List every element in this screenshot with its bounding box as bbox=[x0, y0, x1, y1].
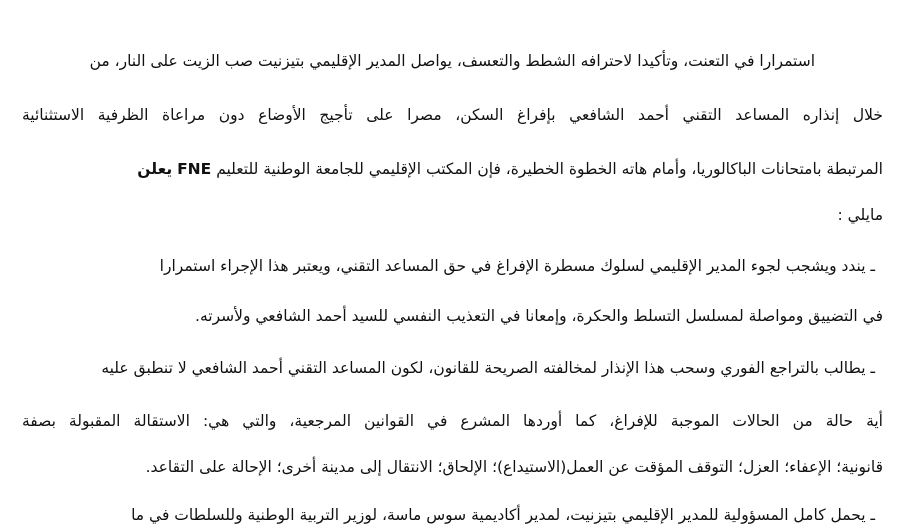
item-2-line-3: قانونية؛ الإعفاء؛ العزل؛ التوقف المؤقت عن العمل(الاستيداع)؛ الإلحاق؛ الانتقال إلى مدينة أخرى؛ الإحالة على التقاعد. bbox=[145, 458, 883, 476]
union-acronym: FNE bbox=[177, 160, 212, 178]
paragraph-1-line-4: مايلي : bbox=[837, 206, 883, 224]
paragraph-1-line-2: خلال إنذاره المساعد التقني أحمد الشافعي بإفراغ السكن، مصرا على تأجيج الأوضاع دون مراعاة الظرفية الاستثنائية bbox=[22, 106, 883, 124]
item-2-line-2: أية حالة من الحالات الموجبة للإفراغ، كما أوردها المشرع في القوانين المرجعية، والتي هي: الاستقالة المقبولة بصفة bbox=[22, 412, 883, 430]
paragraph-1-line-1: استمرارا في التعنت، وتأكيدا لاحترافه الشطط والتعسف، يواصل المدير الإقليمي بتيزنيت صب الزيت على النار، من bbox=[89, 52, 815, 70]
paragraph-1-line-3-text: المرتبطة بامتحانات الباكالوريا، وأمام هاته الخطوة الخطيرة، فإن المكتب الإقليمي للجامعة الوطنية للتعليم bbox=[216, 160, 883, 178]
paragraph-1-line-3 bbox=[22, 154, 883, 184]
paragraph-1-line-3-verb: يعلن bbox=[137, 160, 173, 178]
item-3-line-1: ـ يحمل كامل المسؤولية للمدير الإقليمي بتيزنيت، لمدير أكاديمية سوس ماسة، لوزير التربية الوطنية وللسلطات في ما bbox=[131, 506, 875, 524]
item-1-line-1: ـ يندد ويشجب لجوء المدير الإقليمي لسلوك مسطرة الإفراغ في حق المساعد التقني، ويعتبر هذا الإجراء استمرارا bbox=[159, 257, 875, 275]
item-1-line-2: في التضييق ومواصلة لمسلسل التسلط والحكرة، وإمعانا في التعذيب النفسي للسيد أحمد الشافعي ولأسرته. bbox=[195, 307, 883, 325]
item-2-line-1: ـ يطالب بالتراجع الفوري وسحب هذا الإنذار لمخالفته الصريحة للقانون، لكون المساعد التقني أحمد الشافعي لا تنطبق عليه bbox=[101, 359, 875, 377]
